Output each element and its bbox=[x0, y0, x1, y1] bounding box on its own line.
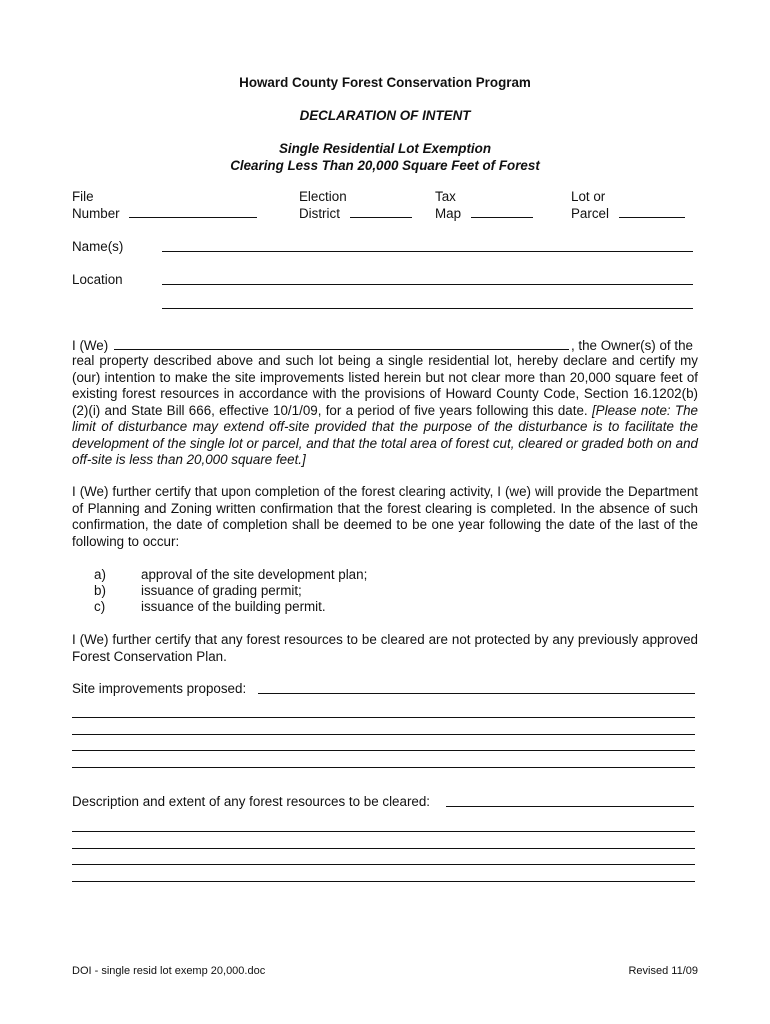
site-improvements-blank-5[interactable] bbox=[72, 767, 695, 768]
lot-parcel-label: Parcel bbox=[571, 206, 609, 221]
declaration-note: [Please note: The limit of disturbance may extend off-site provided that the purpose of the disturbance is to facilitate the development of the single lot or parcel, and that the total area of forest cut, cleared or graded both on and off-site is less than 20,000 square feet.] bbox=[72, 402, 698, 467]
lot-parcel-field[interactable] bbox=[571, 205, 685, 222]
lot-parcel-label-line1: Lot or bbox=[571, 189, 606, 204]
tax-map-label: Map bbox=[435, 206, 462, 221]
forest-description-blank-1[interactable] bbox=[446, 806, 694, 807]
file-number-field[interactable] bbox=[72, 205, 257, 222]
owner-prefix: I (We) bbox=[72, 338, 109, 353]
location-blank-1[interactable] bbox=[162, 284, 693, 285]
location-blank-2[interactable] bbox=[162, 308, 693, 309]
footer-revision: Revised 11/09 bbox=[628, 965, 698, 977]
list-item-b: issuance of grading permit; bbox=[141, 583, 302, 598]
names-blank[interactable] bbox=[162, 251, 693, 252]
list-item-c: issuance of the building permit. bbox=[141, 599, 326, 614]
forest-description-blank-5[interactable] bbox=[72, 881, 695, 882]
forest-description-blank-4[interactable] bbox=[72, 864, 695, 865]
subtitle-exemption: Single Residential Lot Exemption bbox=[278, 141, 492, 156]
site-improvements-label: Site improvements proposed: bbox=[72, 681, 247, 696]
tax-map-field[interactable] bbox=[435, 205, 533, 222]
owner-name-blank[interactable] bbox=[114, 337, 569, 350]
file-number-blank[interactable] bbox=[129, 205, 257, 218]
election-district-blank[interactable] bbox=[350, 205, 412, 218]
certify-paragraph-1: I (We) further certify that upon completion of the forest clearing activity, I (we) will provide the Department of Planning and Zoning written confirmation that the forest clearing is completed. In the absence of such confirmation, the date of completion shall be deemed to be one year following the date of the last of the following to occur: bbox=[72, 484, 698, 549]
declaration-paragraph bbox=[72, 353, 698, 469]
site-improvements-blank-4[interactable] bbox=[72, 750, 695, 751]
forest-description-blank-2[interactable] bbox=[72, 831, 695, 832]
tax-map-label-line1: Tax bbox=[435, 189, 456, 204]
owner-line bbox=[72, 337, 698, 354]
file-number-label-line1: File bbox=[72, 189, 94, 204]
location-label: Location bbox=[72, 272, 123, 287]
list-marker-b: b) bbox=[94, 583, 106, 598]
lot-parcel-blank[interactable] bbox=[619, 205, 685, 218]
election-district-field[interactable] bbox=[299, 205, 412, 222]
owner-suffix: , the Owner(s) of the bbox=[570, 338, 693, 353]
site-improvements-blank-3[interactable] bbox=[72, 734, 695, 735]
election-district-label-line1: Election bbox=[299, 189, 347, 204]
tax-map-blank[interactable] bbox=[471, 205, 533, 218]
site-improvements-blank-1[interactable] bbox=[258, 693, 695, 694]
footer-filename: DOI - single resid lot exemp 20,000.doc bbox=[72, 965, 266, 977]
program-title: Howard County Forest Conservation Program bbox=[239, 75, 531, 90]
forest-description-blank-3[interactable] bbox=[72, 848, 695, 849]
election-district-label: District bbox=[299, 206, 340, 221]
declaration-body: real property described above and such lot being a single residential lot, hereby declare and certify my (our) intention to make the site improvements listed herein but not clear more than 20,000 square feet of existing forest resources in accordance with the provisions of Howard County Code, Section 16.1202(b)(2)(i) and State Bill 666, effective 10/1/09, for a period of five years following this date. bbox=[72, 353, 698, 418]
declaration-title: DECLARATION OF INTENT bbox=[299, 108, 471, 123]
names-label: Name(s) bbox=[72, 239, 124, 254]
list-marker-c: c) bbox=[94, 599, 106, 614]
file-number-label: Number bbox=[72, 206, 120, 221]
site-improvements-blank-2[interactable] bbox=[72, 717, 695, 718]
certify-paragraph-2: I (We) further certify that any forest resources to be cleared are not protected by any previously approved Forest Conservation Plan. bbox=[72, 632, 698, 664]
forest-description-label: Description and extent of any forest resources to be cleared: bbox=[72, 794, 431, 809]
subtitle-clearing: Clearing Less Than 20,000 Square Feet of Forest bbox=[230, 158, 540, 173]
list-marker-a: a) bbox=[94, 567, 106, 582]
list-item-a: approval of the site development plan; bbox=[141, 567, 368, 582]
